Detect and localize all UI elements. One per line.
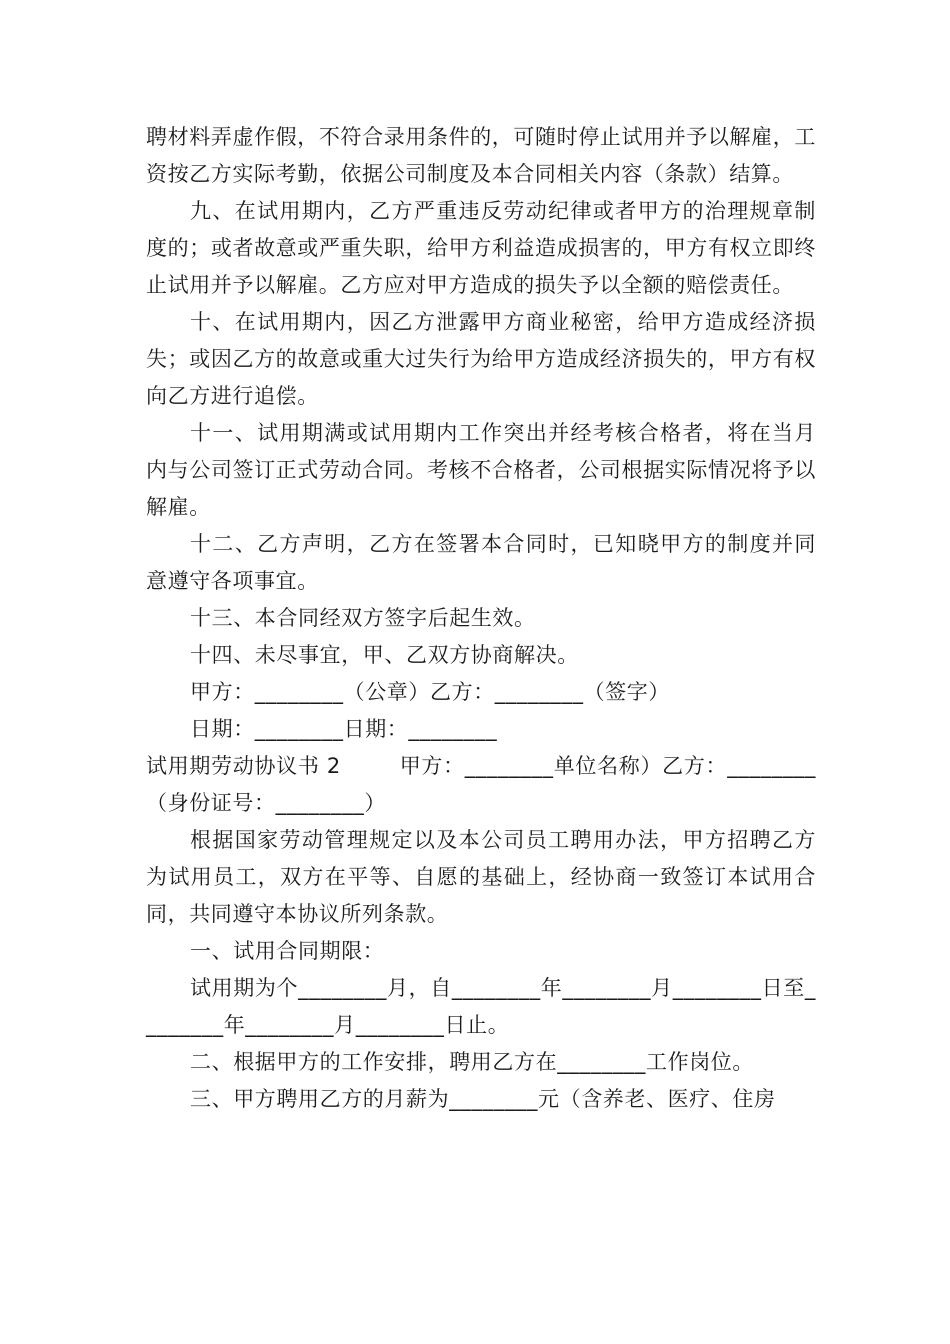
document-body (146, 119, 816, 1118)
date-line: 日期：________日期：________ (190, 717, 498, 741)
signature-line: 甲方：________（公章）乙方：________（签字） (190, 680, 670, 704)
paragraph-dismissal-salary: 聘材料弄虚作假，不符合录用条件的，可随时停止试用并予以解雇，工资按乙方实际考勤，依据公司制度及本合同相关内容（条款）结算。 (146, 125, 816, 186)
paragraph-clause-11: 十一、试用期满或试用期内工作突出并经考核合格者，将在当月内与公司签订正式劳动合同。考核不合格者，公司根据实际情况将予以解雇。 (146, 421, 816, 519)
paragraph-clause-10: 十、在试用期内，因乙方泄露甲方商业秘密，给甲方造成经济损失；或因乙方的故意或重大过失行为给甲方造成经济损失的，甲方有权向乙方进行追偿。 (146, 310, 816, 408)
agreement-2-heading: 试用期劳动协议书 2 甲方：________单位名称）乙方：________（身份证号：________） (146, 754, 816, 815)
paragraph-clause-3-salary: 三、甲方聘用乙方的月薪为________元（含养老、医疗、住房 (190, 1087, 776, 1111)
paragraph-clause-9: 九、在试用期内，乙方严重违反劳动纪律或者甲方的治理规章制度的；或者故意或严重失职，给甲方利益造成损害的，甲方有权立即终止试用并予以解雇。乙方应对甲方造成的损失予以全额的赔偿责任。 (146, 199, 816, 297)
paragraph-preamble: 根据国家劳动管理规定以及本公司员工聘用办法，甲方招聘乙方为试用员工，双方在平等、自愿的基础上，经协商一致签订本试用合同，共同遵守本协议所列条款。 (146, 828, 816, 926)
paragraph-clause-12: 十二、乙方声明，乙方在签署本合同时，已知晓甲方的制度并同意遵守各项事宜。 (146, 532, 816, 593)
paragraph-term-period: 试用期为个________月，自________年________月________日至________年________月________日止。 (146, 976, 816, 1037)
paragraph-term-heading: 一、试用合同期限： (190, 939, 385, 963)
paragraph-clause-2-position: 二、根据甲方的工作安排，聘用乙方在________工作岗位。 (190, 1050, 754, 1074)
paragraph-clause-14: 十四、未尽事宜，甲、乙双方协商解决。 (190, 643, 579, 667)
paragraph-clause-13: 十三、本合同经双方签字后起生效。 (190, 606, 536, 630)
